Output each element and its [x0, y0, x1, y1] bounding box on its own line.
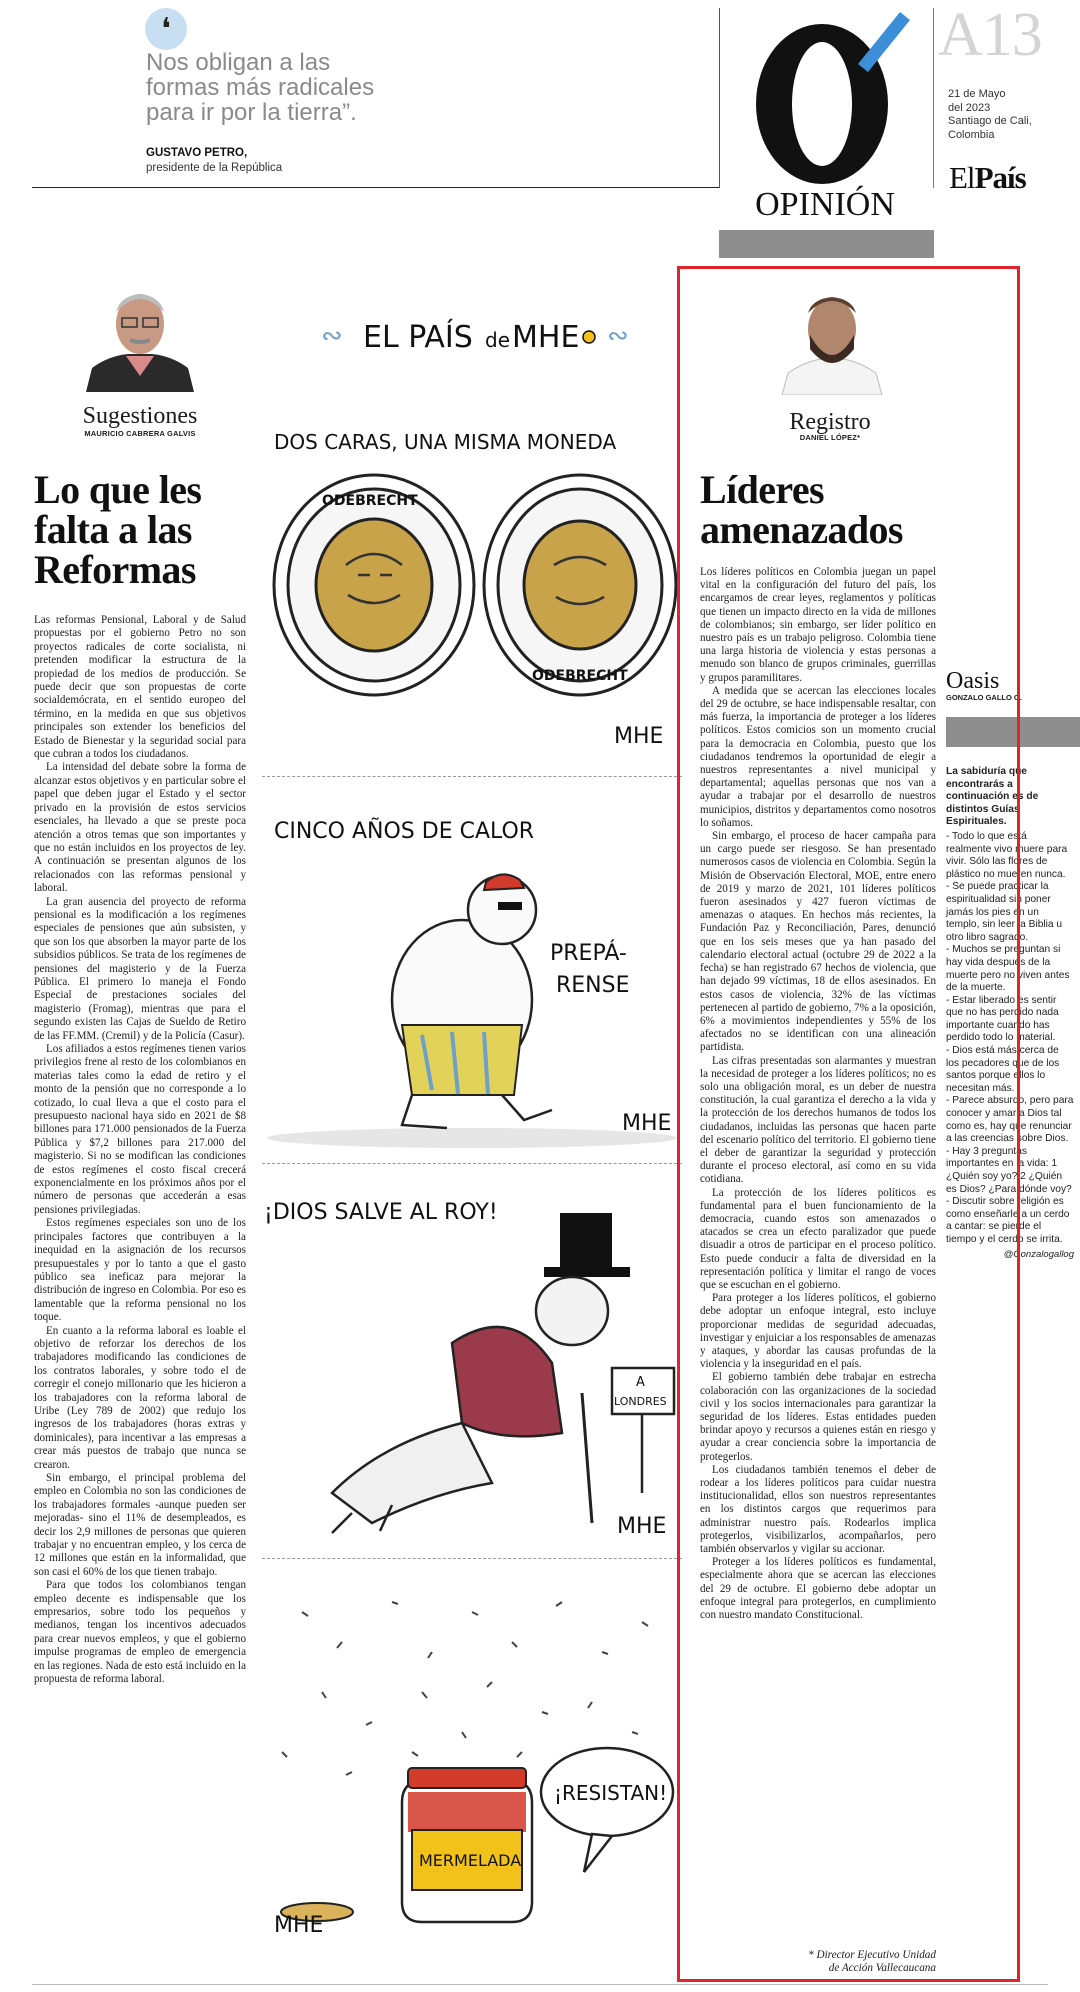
cartoon-title: ¡DIOS SALVE AL ROY!: [264, 1200, 498, 1225]
cartoon-divider: [262, 776, 682, 777]
jar-label-text: MERMELADA: [419, 1851, 522, 1870]
article-paragraph: Los ciudadanos también tenemos el deber de rodear a los líderes políticos para cuidar nuestra institucionalidad, ellos son nuestros representantes en los distintos cargos que requerimos para administrar nuestro país. Rodearlos implica protegerlos, visibilizarlos, acompañarlos, pero también observarlos y vigilar su accionar.: [700, 1463, 936, 1556]
article-paragraph: A medida que se acercan las elecciones locales del 29 de octubre, se hace indispensable resaltar, con más fuerza, la importancia de proteger a los líderes políticos. Estos comicios son un momento crucial para la democracia en Colombia, puesto que los ciudadanos tendremos la oportunidad de elegir a nuestros representantes a nivel municipal y departamental; aquellas personas que nos van a ayudar a trabajar por el desarrollo de nuestros municipios, distritos y departamentos como nosotros lo soñamos.: [700, 684, 936, 829]
wave-ornament-icon: ∾: [607, 321, 629, 351]
coin-right: [484, 475, 676, 695]
section-bar: [719, 230, 934, 258]
article-paragraph: Los líderes políticos en Colombia juegan un papel vital en la configuración del futuro del país, los encargamos de crear leyes, reglamentos y políticas que tienen un impacto directo en la vida de millones de colombianos; sin embargo, ser líder político en nuestro país es un trabajo peligroso. Colombia tiene una larga historia de violencia y estas personas a menudo son blanco de grupos criminales, guerrillas y grupos paramilitares.: [700, 566, 936, 684]
sun-dot-icon: [583, 331, 595, 343]
header-divider-vertical: [719, 8, 720, 188]
top-hat: [560, 1213, 612, 1271]
coin-text: ODEBRECHT: [532, 668, 628, 684]
quote-icon: ❛: [145, 8, 187, 50]
article-headline: Lo que les falta a las Reformas: [34, 467, 202, 592]
cartoon-panel-roy: [262, 1193, 682, 1548]
cartoon-title: DOS CARAS, UNA MISMA MONEDA: [274, 430, 617, 454]
article-paragraph: Estos regímenes especiales son uno de los principales factores que contribuyen a la inequidad en la asignación de los recursos presupuestales y por lo tanto a que el gasto público sea ineficaz para mejorar la distribución de ingreso en Colombia. Por eso es lamentable que la reforma pensional no los toque.: [34, 1217, 246, 1324]
quote-role: presidente de la República: [146, 162, 283, 174]
cartoon-divider: [262, 1163, 682, 1164]
oasis-title: Oasis: [946, 668, 1000, 694]
date-line: 21 de Mayo: [948, 88, 1006, 100]
oasis-item: - Se puede practicar la espiritualidad sin poner jamás los pies en un templo, sin leer la Biblia u otro libro sagrado.: [946, 881, 1063, 943]
highlight-frame: [677, 266, 1020, 1982]
column-section-title: Sugestiones: [82, 403, 198, 429]
article-body: [34, 614, 246, 1687]
oasis-lead: La sabiduría que encontrarás a continuación es de distintos Guías Espirituales.: [946, 766, 1039, 828]
cartoon-signature: MHE: [614, 724, 664, 749]
cartoon-title: CINCO AÑOS DE CALOR: [274, 819, 535, 844]
jar-jam: [408, 1792, 526, 1832]
article-paragraph: En cuanto a la reforma laboral es loable el objetivo de reforzar los derechos de los trabajadores modificando las condiciones de los contratos laborales, y sobre todo el de corregir el conejo millonario que les hicieron a los trabajadores con la reforma laboral de Uribe (Ley 789 de 2002) que redujo los ingresos de los trabajadores (horas extras y dominicales), para incentivar a las empresas a crear más puestos de trabajo que nunca se crearon.: [34, 1324, 246, 1471]
cartoon-signature: MHE: [274, 1913, 324, 1937]
article-paragraph: La protección de los líderes políticos es fundamental para el buen funcionamiento de la democracia, cuando estos son amenazados o atacados se crea un efecto paralizador que puede disuadir a otros de participar en el proceso político. Esto puede conducir a falta de diversidad en la representación política y limitar el rango de voces que se escuchan en el gobierno.: [700, 1186, 936, 1291]
date-line: Colombia: [948, 128, 995, 141]
article-paragraph: La gran ausencia del proyecto de reforma pensional es la modificación a los regímenes especiales de pensiones que aún subsisten, y que son los que absorben la mayor parte de los subsidios públicos. Se trata de los regímenes de pensiones del magisterio y de la Fuerza Pública. El primero lo maneja el Fondo Especial de prestaciones sociales del magisterio (Fromag), mientras que para el segundo existen las Cajas de Sueldo de Retiro de las FF.MM. (Cremil) y de la Policía (Casur).: [34, 895, 246, 1042]
footer-divider: [32, 1984, 1048, 1985]
speech-line: RENSE: [556, 973, 630, 998]
column-section-title: Registro: [789, 409, 871, 435]
sign-line: A: [636, 1375, 645, 1390]
logo-part: País: [974, 160, 1026, 195]
article-paragraph: Las cifras presentadas son alarmantes y muestran la necesidad de proteger a los líderes políticos; no es solo una obligación moral, es un deber de nuestra constitución, la cual garantiza el derecho a la vida y la protección de los derechos humanos de todos los ciudadanos, incluidas las personas que hacen parte del escenario político del territorio. El gobierno tiene el deber de garantizar la seguridad y protección durante el proceso electoral, así como en su vida cotidiana.: [700, 1054, 936, 1186]
red-cap: [484, 874, 524, 890]
article-paragraph: Para proteger a los líderes políticos, el gobierno debe adoptar un enfoque integral, esto incluye proporcionar medidas de seguridad adecuadas, investigar y enjuiciar a los responsables de amenazas y ataques, y abordar las causas profundas de la violencia y la inseguridad en el país.: [700, 1292, 936, 1371]
article-headline: Líderes amenazados: [700, 467, 903, 552]
wave-ornament-icon: ∾: [321, 321, 343, 351]
coin-text: ODEBRECHT: [322, 493, 418, 509]
article-paragraph: La intensidad del debate sobre la forma de alcanzar estos objetivos y en particular sobre el papel que deben jugar el Estado y el sector privado en la provisión de estos servicios esenciales, ha llevado a que se preste poca atención a otros temas que son importantes y que no están incluidos en los proyectos de ley. A continuación se presentan algunos de los relacionados con las reformas pensional y laboral.: [34, 761, 246, 895]
newspaper-logo: [949, 160, 1026, 196]
article-paragraph: El gobierno también debe trabajar en estrecha colaboración con las organizaciones de la sociedad civil y los socios internacionales para garantizar la seguridad de los líderes. Estas entidades pueden brindar apoyo y recursos a quienes están en riesgo y ayudar a crear conciencia sobre la importancia de protegerlos.: [700, 1371, 936, 1463]
section-name: OPINIÓN: [755, 186, 895, 223]
page-number: A13: [938, 1, 1042, 69]
strip-title-part: de: [485, 328, 510, 352]
sign-line: LONDRES: [614, 1395, 667, 1408]
opinion-logo-o: [740, 6, 910, 191]
date-line: del 2023: [948, 101, 991, 114]
oasis-item: - Todo lo que está realmente vivo muere para vivir. Sólo las flores de plástico no mueren nunca.: [946, 830, 1068, 880]
strip-title-part: EL PAÍS: [363, 320, 473, 355]
red-coat: [452, 1327, 562, 1436]
date-block: [948, 88, 1048, 142]
date-line: Santiago de Cali,: [948, 115, 1032, 127]
article-paragraph: Sin embargo, el proceso de hacer campaña para un cargo puede ser riesgoso. Se han presentado numerosos casos de violencia en Colombia. Según la Misión de Observación Electoral, MOE, entre enero de 2019 y marzo de 2021, 101 líderes políticos fueron asesinados y 427 fueron víctimas de amenazas o ataques. En hechos más recientes, la Fundación Paz y Reconciliación, Pares, denunció que en los seis meses que ya han pasado del calendario electoral actual (octubre 29 de 2022 a la fecha) se han registrado 67 hechos de violencia, que han dejado 99 víctimas, 18 de ellos asesinados. En estos casos de violencia, 32% de las víctimas pertenecen al partido de gobierno, 7% a la oposición, 6% a movimientos independientes y 55% de los afectados no se identifican con una alineación partidista.: [700, 830, 936, 1054]
pen-nib-icon: [858, 12, 910, 72]
speech-line: PREPÁ-: [550, 941, 627, 966]
oasis-item: - Dios está más cerca de los pecadores que de los santos porque ellos lo necesitan más.: [946, 1045, 1060, 1094]
column-byline: MAURICIO CABRERA GALVIS: [84, 429, 196, 438]
section-letter: O: [740, 6, 741, 7]
quote-text: Nos obligan a las formas más radicales para ir por la tierra”.: [146, 49, 375, 126]
article-paragraph: Sin embargo, el principal problema del empleo en Colombia no son las condiciones de los trabajadores formales -aunque pueden ser mejoradas- sino el 11% de desempleados, es decir los 2,9 millones de personas que quieren trabajar y no encuentran empleo, y los cerca de 12 millones que están en la informalidad, que son casi el 60% de los que tienen trabajo.: [34, 1472, 246, 1578]
header-divider-vertical-2: [933, 8, 934, 188]
quote-author: GUSTAVO PETRO,: [146, 147, 248, 159]
author-portrait-left: [86, 272, 194, 392]
column-byline: DANIEL LÓPEZ*: [799, 433, 861, 442]
oasis-byline: GONZALO GALLO G.: [946, 693, 1022, 702]
cartoon-divider: [262, 1558, 682, 1559]
cartoon-signature: MHE: [617, 1514, 667, 1539]
strip-title-part: MHE: [512, 320, 580, 355]
shorts: [402, 1025, 522, 1095]
oasis-item: - Hay 3 preguntas importantes en la vida: 1 ¿Quién soy yo? 2 ¿Quién es Dios? ¿Para dónde voy?: [946, 1145, 1072, 1195]
article-paragraph: Las reformas Pensional, Laboral y de Salud propuestas por el gobierno Petro no son proyectos radicales de corte socialista, ni pretenden modificar la estructura de la propiedad de los medios de producción. Se puede decir que son propuestas de corte socialdemócrata, en el sentido europeo del término, en la medida en que sus objetivos principales son extender los beneficios del Estado de Bienestar y la seguridad social para que cubran a todos los ciudadanos.: [34, 614, 246, 761]
logo-part: El: [949, 160, 975, 195]
header-divider: [32, 187, 720, 188]
oasis-item: - Muchos se preguntan si hay vida después de la muerte pero no viven antes de la muerte.: [946, 944, 1070, 994]
oasis-signature: @Gonzalogallog: [1003, 1248, 1074, 1260]
oasis-item: - Discutir sobre religión es como enseñarle a un cerdo a cantar: se pierde el tiempo y el cerdo se irrita.: [946, 1196, 1070, 1245]
cartoon-signature: MHE: [622, 1111, 672, 1136]
author-signoff: * Director Ejecutivo Unidad de Acción Vallecaucana: [808, 1949, 936, 1974]
cartoon-strip-title: [315, 313, 645, 357]
cartoon-panel-coins: [262, 425, 682, 770]
article-paragraph: Proteger a los líderes políticos es fundamental, especialmente ahora que se acercan las elecciones del 29 de octubre. El gobierno debe adoptar un enfoque integral para protegerlos, en cumplimiento con nuestro mandato Constitucional.: [700, 1556, 936, 1622]
speech-bubble-text: ¡RESISTAN!: [554, 1781, 668, 1805]
cartoon-panel-jar: [262, 1582, 682, 1937]
cartoon-panel-bear: [262, 810, 682, 1150]
article-paragraph: Los afiliados a estos regímenes tienen varios privilegios frene al resto de los colombianos en materias tales como la edad de retiro y el monto de la pensión que no corresponde a lo cotizado, lo cual lleva a que el costo para el presupuesto nacional haya sido en 2021 de $8 billones para 171.000 pensionados de la Fuerza Pública y $7,2 billones para 217.000 del magisterio. Si no se modifican las condiciones de estos regímenes el costo fiscal crecerá exponencialmente en los próximos años por el número de personas que accederán a esas pensiones privilegiadas.: [34, 1043, 246, 1216]
oasis-item: - Estar liberado es sentir que no has perdido nada importante cuando has perdido todo lo material.: [946, 994, 1059, 1044]
oasis-item: - Parece absurdo, pero para conocer y amar a Dios tal como es, hay que renunciar a las creencias sobre Dios.: [946, 1095, 1074, 1145]
jar-lid: [408, 1768, 526, 1788]
article-paragraph: Para que todos los colombianos tengan empleo decente es indispensable que los empresarios, sobre todo los pequeños y medianos, tengan los incentivos adecuados para crear nuevos empleos, y que el gobierno impulse programas de empleo de emergencia en las regiones. Nada de esto está incluido en la propuesta de reforma laboral.: [34, 1579, 246, 1686]
